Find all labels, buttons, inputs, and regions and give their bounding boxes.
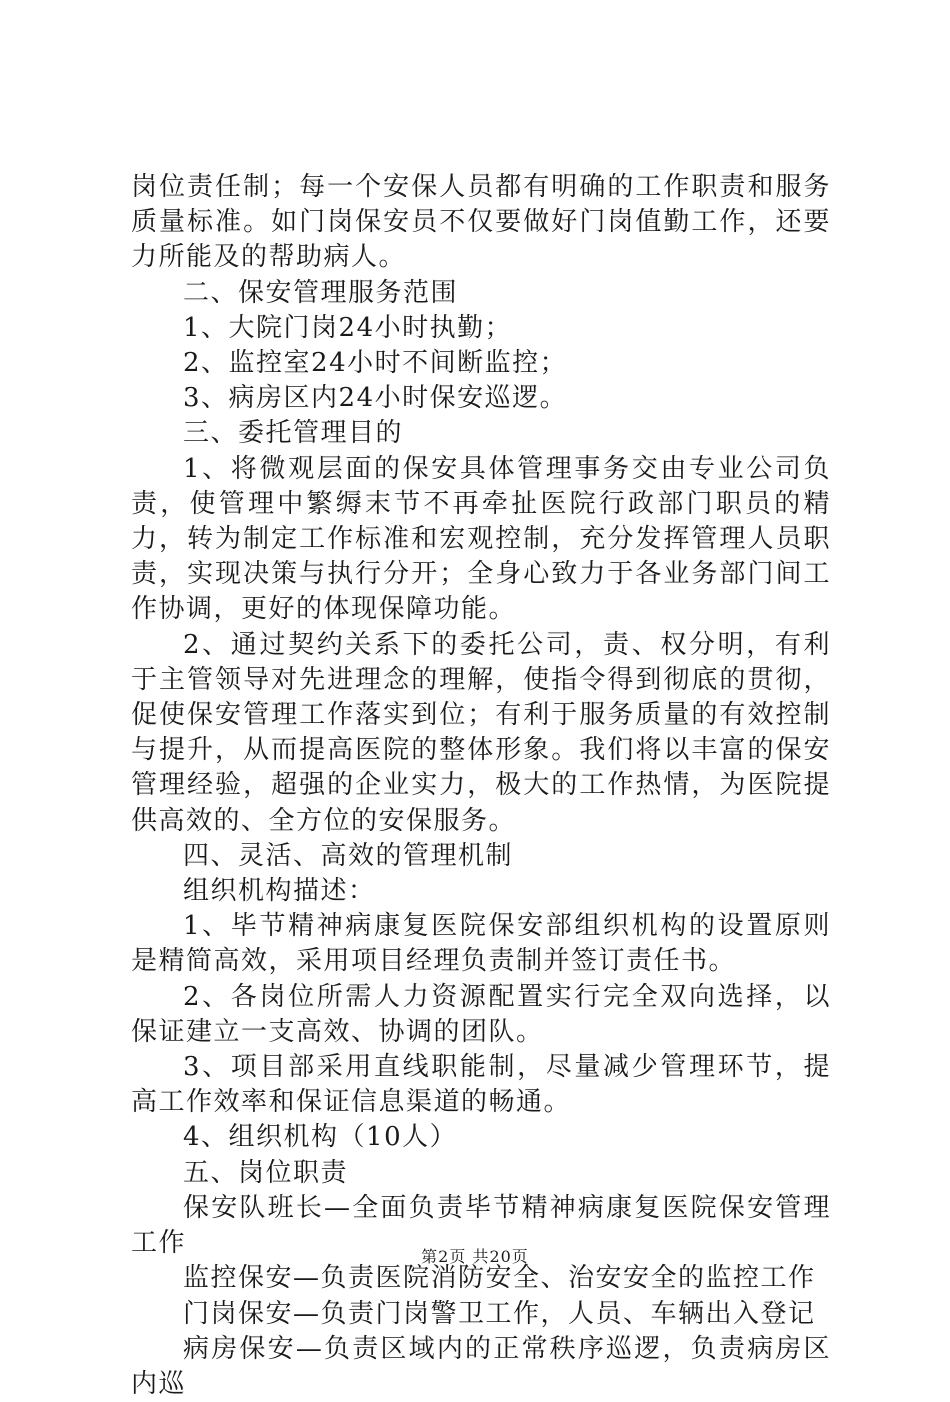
paragraph-continuation: 岗位责任制；每一个安保人员都有明确的工作职责和服务质量标准。如门岗保安员不仅要做好门岗值勤工作，还要力所能及的帮助病人。 — [131, 172, 831, 273]
page-number-footer: 第2页 共20页 — [421, 1247, 529, 1266]
paragraph-purpose-1: 1、将微观层面的保安具体管理事务交由专业公司负责，使管理中繁缛末节不再牵扯医院行政部门职员的精力，转为制定工作标准和宏观控制，充分发挥管理人员职责，实现决策与执行分开；全身心致力于各业务部门间工作协调，更好的体现保障功能。 — [131, 453, 831, 625]
list-item-monitoring: 2、监控室24小时不间断监控； — [183, 348, 568, 379]
list-item-gate-duty: 1、大院门岗24小时执勤； — [183, 312, 513, 343]
duty-line-ward-guard: 病房保安—负责区域内的正常秩序巡逻，负责病房区内巡 — [131, 1333, 831, 1399]
list-item-ward-patrol: 3、病房区内24小时保安巡逻。 — [183, 383, 568, 414]
section-heading-duties: 五、岗位职责 — [183, 1157, 349, 1188]
duty-line-monitoring-guard: 监控保安—负责医院消防安全、治安安全的监控工作 — [183, 1263, 816, 1294]
paragraph-org-2: 2、各岗位所需人力资源配置实行完全双向选择，以保证建立一支高效、协调的团队。 — [131, 981, 831, 1047]
paragraph-org-4: 4、组织机构（10人） — [183, 1122, 458, 1153]
duty-line-team-leader: 保安队班长—全面负责毕节精神病康复医院保安管理工作 — [131, 1192, 831, 1259]
document-body — [131, 170, 831, 1402]
subheading-organization: 组织机构描述： — [183, 876, 376, 907]
paragraph-org-1: 1、毕节精神病康复医院保安部组织机构的设置原则是精简高效，采用项目经理负责制并签订责任书。 — [131, 911, 831, 977]
duty-line-gate-guard: 门岗保安—负责门岗警卫工作，人员、车辆出入登记 — [183, 1298, 816, 1329]
section-heading-purpose: 三、委托管理目的 — [183, 418, 404, 449]
section-heading-mechanism: 四、灵活、高效的管理机制 — [183, 840, 514, 871]
section-heading-scope: 二、保安管理服务范围 — [183, 277, 459, 308]
paragraph-org-3: 3、项目部采用直线职能制，尽量减少管理环节，提高工作效率和保证信息渠道的畅通。 — [131, 1052, 831, 1118]
paragraph-purpose-2: 2、通过契约关系下的委托公司，责、权分明，有利于主管领导对先进理念的理解，使指令得到彻底的贯彻，促使保安管理工作落实到位；有利于服务质量的有效控制与提升，从而提高医院的整体形象。我们将以丰富的保安管理经验，超强的企业实力，极大的工作热情，为医院提供高效的、全方位的安保服务。 — [131, 629, 831, 836]
